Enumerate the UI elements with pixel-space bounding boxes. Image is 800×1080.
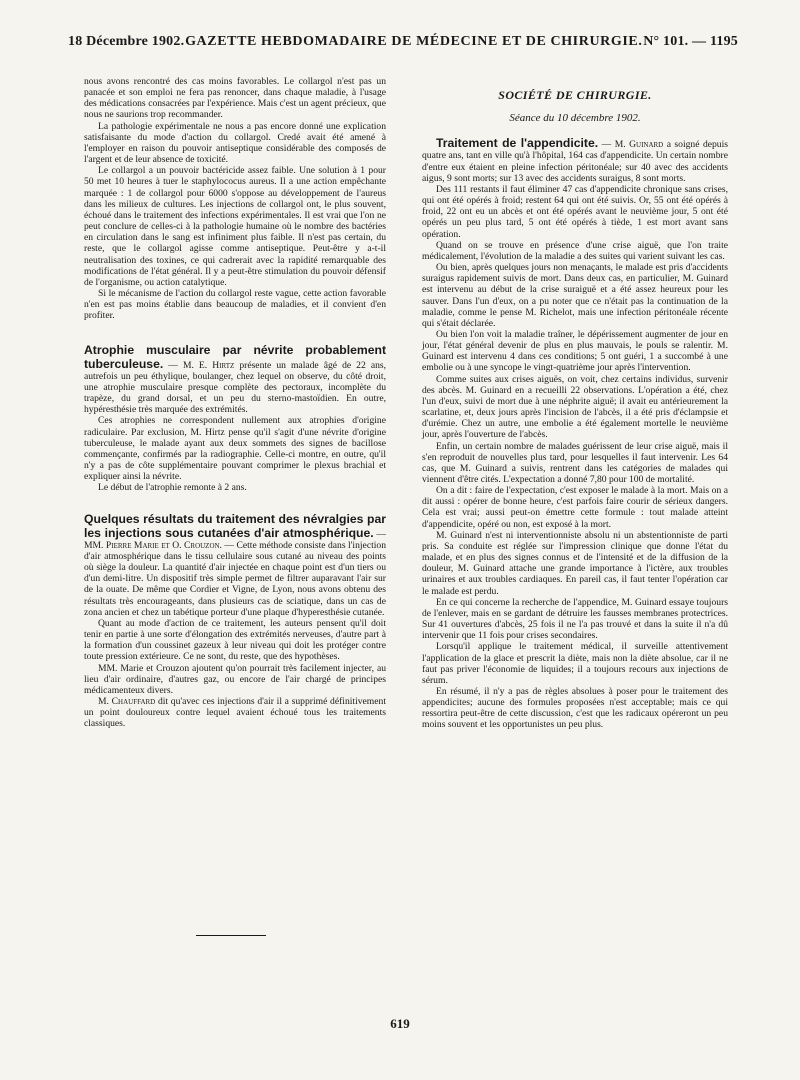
header-date: 18 Décembre 1902. (68, 34, 185, 49)
paragraph: Le début de l'atrophie remonte à 2 ans. (98, 482, 247, 494)
paragraph: M. Chauffard dit qu'avec ces injections d'air il a supprimé définitivement un point douloureux contre lequel avaient échoué tous les traitements classiques. (84, 695, 386, 730)
paragraph: La pathologie expérimentale ne nous a pas encore donné une explication satisfaisante du mode d'action du collargol. Credé avait été amené à l'employer en raison du pouvoir antiseptique considérable des composés de l'argent et de leur absence de toxicité. (84, 120, 386, 166)
paragraph: Enfin, un certain nombre de malades guérissent de leur crise aiguë, mais il s'en reproduit de nouvelles plus tard, pour lesquelles il faut intervenir. Les 64 cas, que M. Guinard a suivis, rentrent dans les catégories de malades qui viennent d'être cités. L'expectation a donné 7,80 pour 100 de mortalité. (422, 440, 728, 485)
header-page-number: N° 101. — 1195 (643, 34, 738, 49)
left-column (84, 76, 386, 729)
article-author: MM. Pierre Marie et O. Crouzon. (84, 539, 222, 551)
paragraph: Comme suites aux crises aiguës, on voit, chez certains individus, survenir des abcès. M. Guinard en a recueilli 22 observations. L'opération a été, chez l'un d'eux, suivi de mort due à une néphrite aiguë; il avait eu antérieurement la scarlatine, et, deux jours après l'incision de l'abcès, il a été pris d'éclampsie et d'urémie. Chez un autre, une embolie a été également mortelle le neuvième jour, après l'ouverture de l'abcès. (422, 373, 728, 441)
session-date: Séance du 10 décembre 1902. (509, 112, 641, 125)
paragraph: Lorsqu'il applique le traitement médical, il surveille attentivement l'application de la glace et prescrit la diète, mais non la diète absolue, car il ne faut pas priver l'économie de liquides; il a toujours recours aux injections de sérum. (422, 641, 728, 686)
paragraph: MM. Marie et Crouzon ajoutent qu'on pourrait très facilement injecter, au lieu d'air ordinaire, d'autres gaz, ou encore de l'air chargé de principes médicamenteux divers. (84, 662, 386, 696)
paragraph: Des 111 restants il faut éliminer 47 cas d'appendicite chronique sans crises, qui ont été opérés à froid; restent 64 qui ont été suivis. Or, 55 ont été opérés à froid, 22 ont eu un abcès et ont été opérés avant le neuvième jour, 5 ont été opérés un peu plus tard, 5 ont été opérés à tiède, 1 est mort avant sans opération. (422, 183, 728, 240)
paragraph: nous avons rencontré des cas moins favorables. Le collargol n'est pas un panacée et son emploi ne fera pas renoncer, dans chaque maladie, à l'usage des médications consacrées par l'expérience. Mais c'est un agent précieux, que nous ne saurions trop recommander. (84, 76, 386, 121)
right-column (422, 76, 728, 731)
paragraph: Ou bien l'on voit la maladie traîner, le dépérissement augmenter de jour en jour, l'état général devenir de plus en plus mauvais, le pouls se ralentir. M. Guinard est intervenu 4 dans ces conditions; 5 ont guéri, 1 a succombé à une embolie ou à une syncope le vingt-quatrième jour après l'intervention. (422, 328, 728, 374)
paragraph: Le collargol a un pouvoir bactéricide assez faible. Une solution à 1 pour 50 met 10 heures à tuer le staphylococus aureus. Il a une action empêchante marquée : 1 de collargol pour 6000 s'oppose au développement de l'aureus dans les milieux de cultures. Les injections de collargol ont, le plus souvent, échoué dans le traitement des infections expérimentales. Il est vrai que l'on ne peut conclure de celles-ci à la pathologie humaine où le nombre des bactéries en circulation dans le sang est infiniment plus faible. Il n'est pas certain, du reste, que le collargol agisse comme antiseptique. Peut-être y a-t-il neutralisation des toxines, ce qui cadrerait avec la rapidité remarquable des modifications de l'état général. Il y a peut-être stimulation du pouvoir défensif de l'organisme, ou action catalytique. (84, 165, 386, 288)
paragraph: En résumé, il n'y a pas de règles absolues à poser pour le traitement des appendicites; aucune des formules proposées n'est acceptable; mais ce qui ressortira peut-être de cette discussion, c'est que les radicaux opéreront un peu moins souvent et les opportunistes un peu plus. (422, 685, 728, 731)
paragraph: présente un malade âgé de 22 ans, autrefois un peu éthylique, boulanger, chez lequel on observe, du côté droit, une atrophie musculaire presque complète des pectoraux, incomplète du trapèze, du grand dorsal, et un peu du sterno-mastoïdien. En outre, hypéresthésie très marquée des extrémités. (84, 359, 387, 416)
paragraph: Ou bien, après quelques jours non menaçants, le malade est pris d'accidents suraigus rapidement suivis de mort. Dans deux cas, en particulier, M. Guinard est intervenu au début de la crise suraiguë et a été assez heureux pour les sauver. Dans l'un d'eux, on a pu noter que ce n'était pas la continuation de la maladie, comme le pense M. Richelot, mais une infection péritonéale récente qui s'était déclarée. (422, 262, 728, 329)
paragraph: Si le mécanisme de l'action du collargol reste vague, cette action favorable n'en est pas moins établie dans beaucoup de maladies, et il convient d'en profiter. (84, 287, 386, 322)
paragraph: M. Guinard n'est ni interventionniste absolu ni un abstentionniste de parti pris. Sa conduite est réglée sur l'impression clinique que donne l'état du malade, et en plus des signes connus et de l'intensité et de la diffusion de la douleur, M. Guinard attache une grande importance à l'ictère, aux troubles urinaires et aux troubles cardiaques. En pareil cas, il faut tenter l'opération car le malade est perdu. (422, 529, 728, 597)
paragraph: Ces atrophies ne correspondent nullement aux atrophies d'origine radiculaire. Par exclusion, M. Hirtz pense qu'il s'agit d'une névrite d'origine tuberculeuse, le malade ayant aux deux sommets des signes de bacillose commençante, confirmés par la radiographie. Celle-ci montre, en outre, qu'il n'y a pas de côte supplémentaire pouvant comprimer le plexus brachial et expliquer ainsi la névrite. (84, 415, 386, 483)
article-title: Quelques résultats du traitement des névralgies par les injections sous cutanées d'air atmosphérique. (84, 512, 386, 540)
paragraph: Quant au mode d'action de ce traitement, les auteurs pensent qu'il doit tenir en partie à une sorte d'élongation des extrémités nerveuses, d'autre part à la formation d'un coussinet gazeux à leur niveau qui doit les protéger contre toute pression extérieure. Ce ne sont, du reste, que des hypothèses. (84, 617, 386, 663)
article-nevralgies: Quelques résultats du traitement des névralgies par les injections sous cutanées d'air atmosphérique. — MM. Pierre Marie et O. Crouzon. — Cette méthode consiste dans l'injection d'air atmosphérique dans le tissu cellulaire sous cutané au niveau des points où siège la douleur. La quantité d'air injectée en chaque point est d'un tiers ou d'un demi-litre. Un dispositif très simple permet de filtrer auparavant l'air sur de la ouate. De même que Cordier et Vigne, de Lyon, nous avons obtenu des résultats très encourageants, dans plusieurs cas de sciatique, dans un cas de zona ancien et chez un tabétique porteur d'une plaque d'hyperesthésie cutanée. (84, 512, 386, 618)
person-name: M. Chauffard (98, 695, 156, 707)
paragraph: Cette méthode consiste dans l'injection d'air atmosphérique dans le tissu cellulaire sous cutané au niveau des points où siège la douleur. La quantité d'air injectée en chaque point est d'un tiers ou d'un demi-litre. Un dispositif très simple permet de filtrer auparavant l'air sur de la ouate. De même que Cordier et Vigne, de Lyon, nous avons obtenu des résultats très encourageants, dans plusieurs cas de sciatique, dans un cas de zona ancien et chez un tabétique porteur d'une plaque d'hyperesthésie cutanée. (84, 539, 386, 618)
header-journal-title: GAZETTE HEBDOMADAIRE DE MÉDECINE ET DE CHIRURGIE. (185, 34, 643, 49)
end-rule (196, 935, 266, 936)
section-heading: SOCIÉTÉ DE CHIRURGIE. (498, 88, 652, 102)
article-author: M. E. Hirtz (182, 359, 235, 371)
running-header (68, 34, 738, 50)
article-title: Traitement de l'appendicite. (436, 136, 599, 151)
article-atrophie: Atrophie musculaire par névrite probablement tuberculeuse. — M. E. Hirtz présente un malade âgé de 22 ans, autrefois un peu éthylique, boulanger, chez lequel on observe, du côté droit, une atrophie musculaire presque complète des pectoraux, incomplète du trapèze, du grand dorsal, et un peu du sterno-mastoïdien. En outre, hypéresthésie très marquée des extrémités. (84, 343, 387, 416)
article-appendicite: Traitement de l'appendicite. — M. Guinard a soigné depuis quatre ans, tant en ville qu'à l'hôpital, 164 cas d'appendicite. Un certain nombre d'entre eux étaient en pleine infection péritonéale; sur 40 avec des accidents aigus, 9 sont morts; sur 13 avec des accidents suraigus, 8 sont morts. (422, 136, 728, 184)
article-title: Atrophie musculaire par névrite probablement tuberculeuse. (84, 343, 386, 371)
paragraph: Quand on se trouve en présence d'une crise aiguë, que l'on traite médicalement, l'évolution de la maladie a des suites qui varient suivant les cas. (422, 239, 728, 262)
article-author: M. Guinard (614, 139, 664, 151)
paragraph: En ce qui concerne la recherche de l'appendice, M. Guinard essaye toujours de l'enlever, mais en se gardant de détruire les fausses membranes protectrices. Sur 41 ouvertures d'abcès, 25 fois il ne l'a pas trouvé et dans la suite il n'a dû intervenir que 11 fois pour crises secondaires. (422, 596, 728, 642)
folio-number: 619 (390, 1016, 410, 1031)
paragraph: a soigné depuis quatre ans, tant en ville qu'à l'hôpital, 164 cas d'appendicite. Un certain nombre d'entre eux étaient en pleine infection péritonéale; sur 40 avec des accidents aigus, 9 sont morts; sur 13 avec des accidents suraigus, 8 sont morts. (422, 139, 728, 184)
paragraph: On a dit : faire de l'expectation, c'est exposer le malade à la mort. Mais on a dit aussi : opérer de bonne heure, c'est parfois faire courir de sérieux dangers. Cela est vrai; aussi peut-on émettre cette formule : tout malade atteint d'appendicite, opéré ou non, est exposé à la mort. (422, 485, 728, 530)
